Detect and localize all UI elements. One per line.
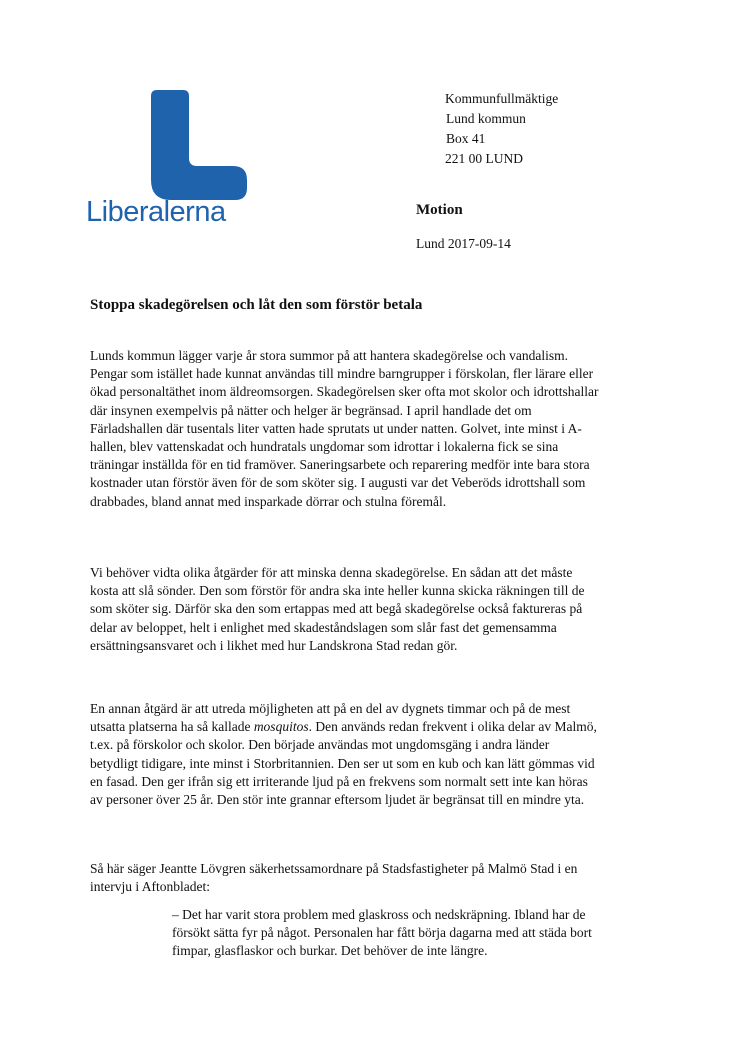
address-line: Box 41 <box>446 131 486 146</box>
logo-wordmark: Liberalerna <box>86 196 226 228</box>
page-title: Stoppa skadegörelsen och låt den som förstör betala <box>90 297 423 313</box>
text-line: – Det har varit stora problem med glaskross och nedskräpning. Ibland har de <box>172 907 586 922</box>
document-date: Lund 2017-09-14 <box>416 236 511 251</box>
text-fragment: . Den används redan frekvent i olika delar av Malmö, <box>308 719 597 735</box>
document-type: Motion <box>416 202 463 218</box>
text-line: kosta att slå sönder. Den som förstör för andra ska inte heller kunna skicka räkningen till de <box>90 583 585 599</box>
paragraph-1 <box>90 347 665 511</box>
text-line: där insynen exempelvis på nätter och helger är begränsad. I april handlade det om <box>90 402 532 418</box>
text-line: som sköter sig. Därför ska den som ertappas med att begå skadegörelse också faktureras på <box>90 601 583 617</box>
text-line: betydligt tidigare, inte minst i Storbritannien. Den ser ut som en kub och kan lätt gömmas vid <box>90 755 595 771</box>
text-line: av personer över 25 år. Den stör inte grannar eftersom ljudet är begränsat till en mindre yta. <box>90 792 585 808</box>
text-line: Pengar som istället hade kunnat användas till mindre barngrupper i förskolan, fler lärare eller <box>90 366 594 382</box>
address-line: 221 00 LUND <box>445 151 523 166</box>
text-line: försökt sätta fyr på något. Personalen har fått börja dagarna med att städa bort <box>172 925 592 941</box>
text-line: kostnader utan förstör även för de som sköter sig. I augusti var det Veberöds idrottshall som <box>90 475 586 491</box>
text-line: Färladshallen där tusentals liter vatten hade sprutats ut under natten. Golvet, inte minst i A- <box>90 420 582 436</box>
text-line: fimpar, glasflaskor och burkar. Det behöver de inte längre. <box>172 943 488 959</box>
text-line: intervju i Aftonbladet: <box>90 879 210 895</box>
text-line: en fasad. Den ger ifrån sig ett irriterande ljud på en frekvens som normalt sett inte kan höras <box>90 773 588 789</box>
block-quote <box>172 906 652 961</box>
recipient-address <box>445 89 558 169</box>
italic-term: mosquitos <box>253 719 309 735</box>
text-line: Lunds kommun lägger varje år stora summor på att hantera skadegörelse och vandalism. <box>90 348 568 363</box>
address-line: Kommunfullmäktige <box>445 91 559 106</box>
text-line: t.ex. på förskolor och skolor. Den började användas mot ungdomsgäng i andra länder <box>90 737 550 753</box>
text-fragment: utsatta platserna ha så kallade <box>90 719 254 735</box>
text-line: Vi behöver vidta olika åtgärder för att minska denna skadegörelse. En sådan att det måste <box>90 565 573 580</box>
text-line: Så här säger Jeantte Lövgren säkerhetssamordnare på Stadsfastigheter på Malmö Stad i en <box>90 861 578 876</box>
text-line <box>90 718 665 736</box>
address-line: Lund kommun <box>446 111 526 126</box>
paragraph-3 <box>90 700 665 809</box>
paragraph-4 <box>90 860 665 896</box>
text-line: delar av beloppet, helt i enlighet med skadeståndslagen som slår fast det gemensamma <box>90 619 557 635</box>
text-line: träningar inställda för en tid framöver. Saneringsarbete och reparering medför inte bara stora <box>90 457 590 473</box>
text-line: En annan åtgärd är att utreda möjligheten att på en del av dygnets timmar och på de mest <box>90 701 571 716</box>
text-line: ersättningsansvaret och i likhet med hur Landskrona Stad redan gör. <box>90 637 458 653</box>
paragraph-2 <box>90 564 665 655</box>
text-line: hallen, blev vattenskadat och hundratals ungdomar som idrottar i lokalerna fick se sina <box>90 439 559 455</box>
text-line: ökad personaltäthet inom äldreomsorgen. Skadegörelsen sker ofta mot skolor och idrottshallar <box>90 384 599 400</box>
text-line: drabbades, bland annat med insparkade dörrar och stulna föremål. <box>90 493 447 509</box>
